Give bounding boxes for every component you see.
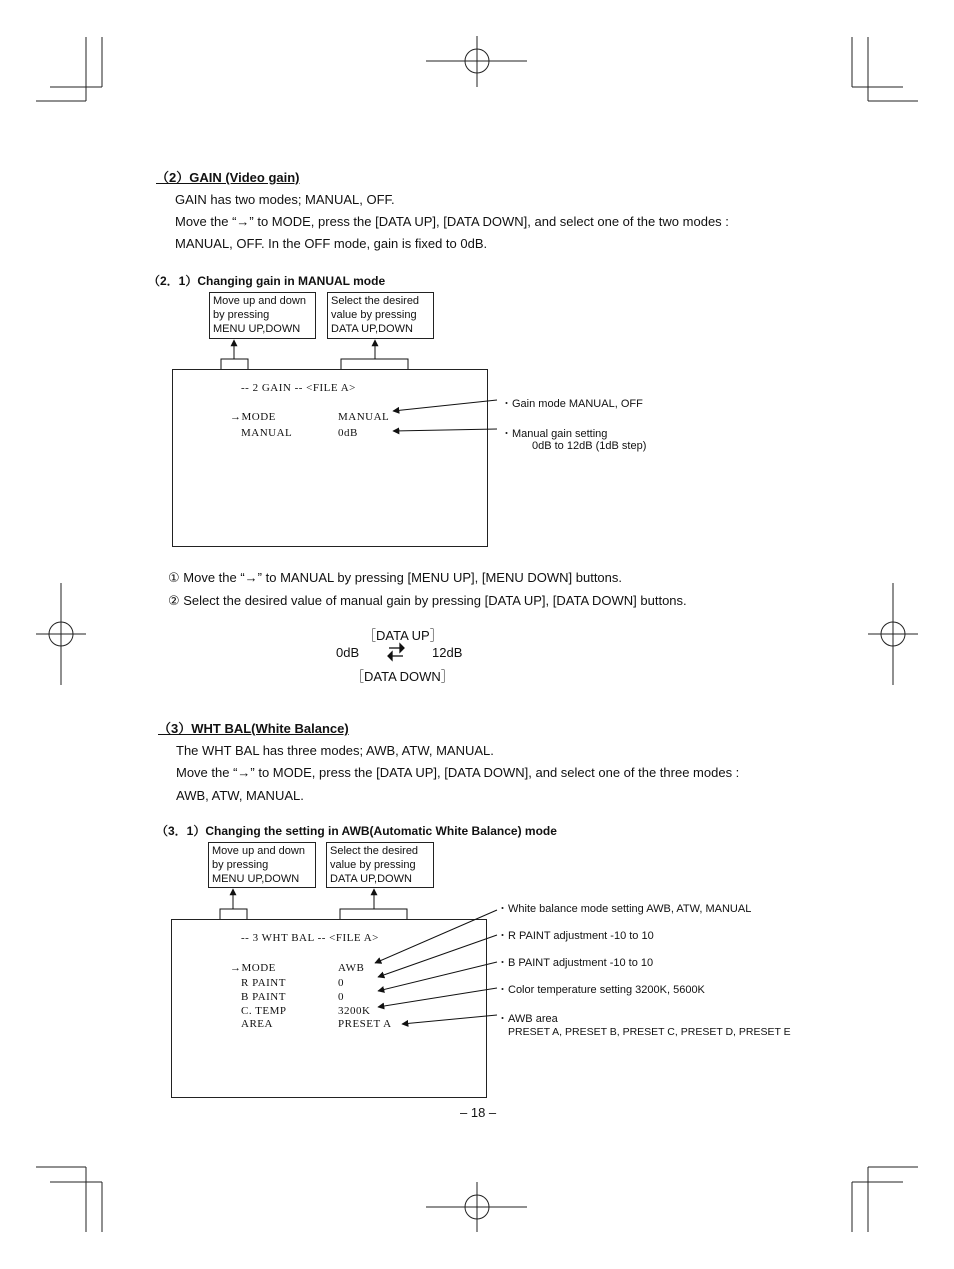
note-line: value by pressing [330, 859, 416, 871]
gain-subheading: （2．1）Changing gain in MANUAL mode [148, 274, 386, 288]
gain-manual-callout: ・Manual gain setting [501, 428, 608, 440]
data-up-label: ［DATA UP］ [363, 628, 443, 643]
range-low-label: 0dB [336, 645, 360, 660]
page-number: – 18 – [460, 1105, 497, 1120]
wht-bal-para-3: AWB, ATW, MANUAL. [176, 788, 304, 803]
color-temp-callout: ・Color temperature setting 3200K, 5600K [497, 984, 705, 996]
wht-bal-section-heading: （3）WHT BAL(White Balance) [158, 721, 349, 736]
note-line: Move up and down [213, 295, 306, 307]
wht-bal-row-label: R PAINT [241, 977, 286, 989]
note-line: by pressing [213, 309, 270, 321]
gain-para-1: GAIN has two modes; MANUAL, OFF. [175, 192, 395, 207]
wht-bal-mode-callout: ・White balance mode setting AWB, ATW, MANUAL [497, 903, 752, 915]
wht-bal-row-label: AREA [241, 1018, 273, 1030]
r-paint-callout: ・R PAINT adjustment -10 to 10 [497, 930, 654, 942]
gain-section-heading: （2）GAIN (Video gain) [156, 170, 300, 185]
wht-bal-row-value: 0 [338, 991, 344, 1003]
note-line: Move up and down [212, 845, 305, 857]
wht-bal-row-label: B PAINT [241, 991, 286, 1003]
wht-bal-row-label: C. TEMP [241, 1005, 287, 1017]
exchange-arrows-icon [388, 644, 404, 660]
gain-row-mode-value: MANUAL [338, 411, 390, 423]
note-line: DATA UP,DOWN [330, 873, 412, 885]
wht-bal-para-1: The WHT BAL has three modes; AWB, ATW, MANUAL. [176, 743, 494, 758]
wht-bal-subheading: （3．1）Changing the setting in AWB(Automatic White Balance) mode [156, 824, 557, 838]
gain-row-manual-label: MANUAL [241, 427, 293, 439]
gain-step-1: ① Move the “→” to MANUAL by pressing [MENU UP], [MENU DOWN] buttons. [168, 570, 623, 585]
wht-bal-row-value: 0 [338, 977, 344, 989]
range-high-label: 12dB [432, 645, 463, 660]
gain-step-2: ② Select the desired value of manual gain by pressing [DATA UP], [DATA DOWN] buttons. [168, 593, 687, 608]
gain-para-2: Move the “→” to MODE, press the [DATA UP], [DATA DOWN], and select one of the two modes : [175, 214, 729, 229]
wht-bal-row-value: AWB [338, 962, 365, 974]
note-line: Select the desired [331, 295, 420, 307]
data-down-label: ［DATA DOWN］ [351, 669, 454, 684]
wht-bal-screen-title: -- 3 WHT BAL -- <FILE A> [241, 932, 379, 944]
wht-bal-row-value: 3200K [338, 1005, 371, 1017]
b-paint-callout: ・B PAINT adjustment -10 to 10 [497, 957, 654, 969]
note-line: MENU UP,DOWN [213, 323, 301, 335]
gain-para-3: MANUAL, OFF. In the OFF mode, gain is fixed to 0dB. [175, 236, 488, 251]
awb-area-callout: ・AWB area [497, 1013, 558, 1025]
awb-area-options: PRESET A, PRESET B, PRESET C, PRESET D, PRESET E [508, 1026, 791, 1038]
wht-bal-para-2: Move the “→” to MODE, press the [DATA UP], [DATA DOWN], and select one of the three modes : [176, 765, 740, 780]
gain-row-mode-label: →MODE [230, 411, 276, 423]
note-line: by pressing [212, 859, 269, 871]
wht-bal-row-value: PRESET A [338, 1018, 392, 1030]
gain-mode-callout: ・Gain mode MANUAL, OFF [501, 398, 643, 410]
gain-screen-title: -- 2 GAIN -- <FILE A> [241, 382, 356, 394]
note-line: value by pressing [331, 309, 417, 321]
note-line: Select the desired [330, 845, 419, 857]
gain-row-manual-value: 0dB [338, 427, 358, 439]
gain-manual-range: 0dB to 12dB (1dB step) [532, 440, 647, 452]
wht-bal-row-label: →MODE [230, 962, 276, 974]
note-line: MENU UP,DOWN [212, 873, 300, 885]
note-line: DATA UP,DOWN [331, 323, 413, 335]
